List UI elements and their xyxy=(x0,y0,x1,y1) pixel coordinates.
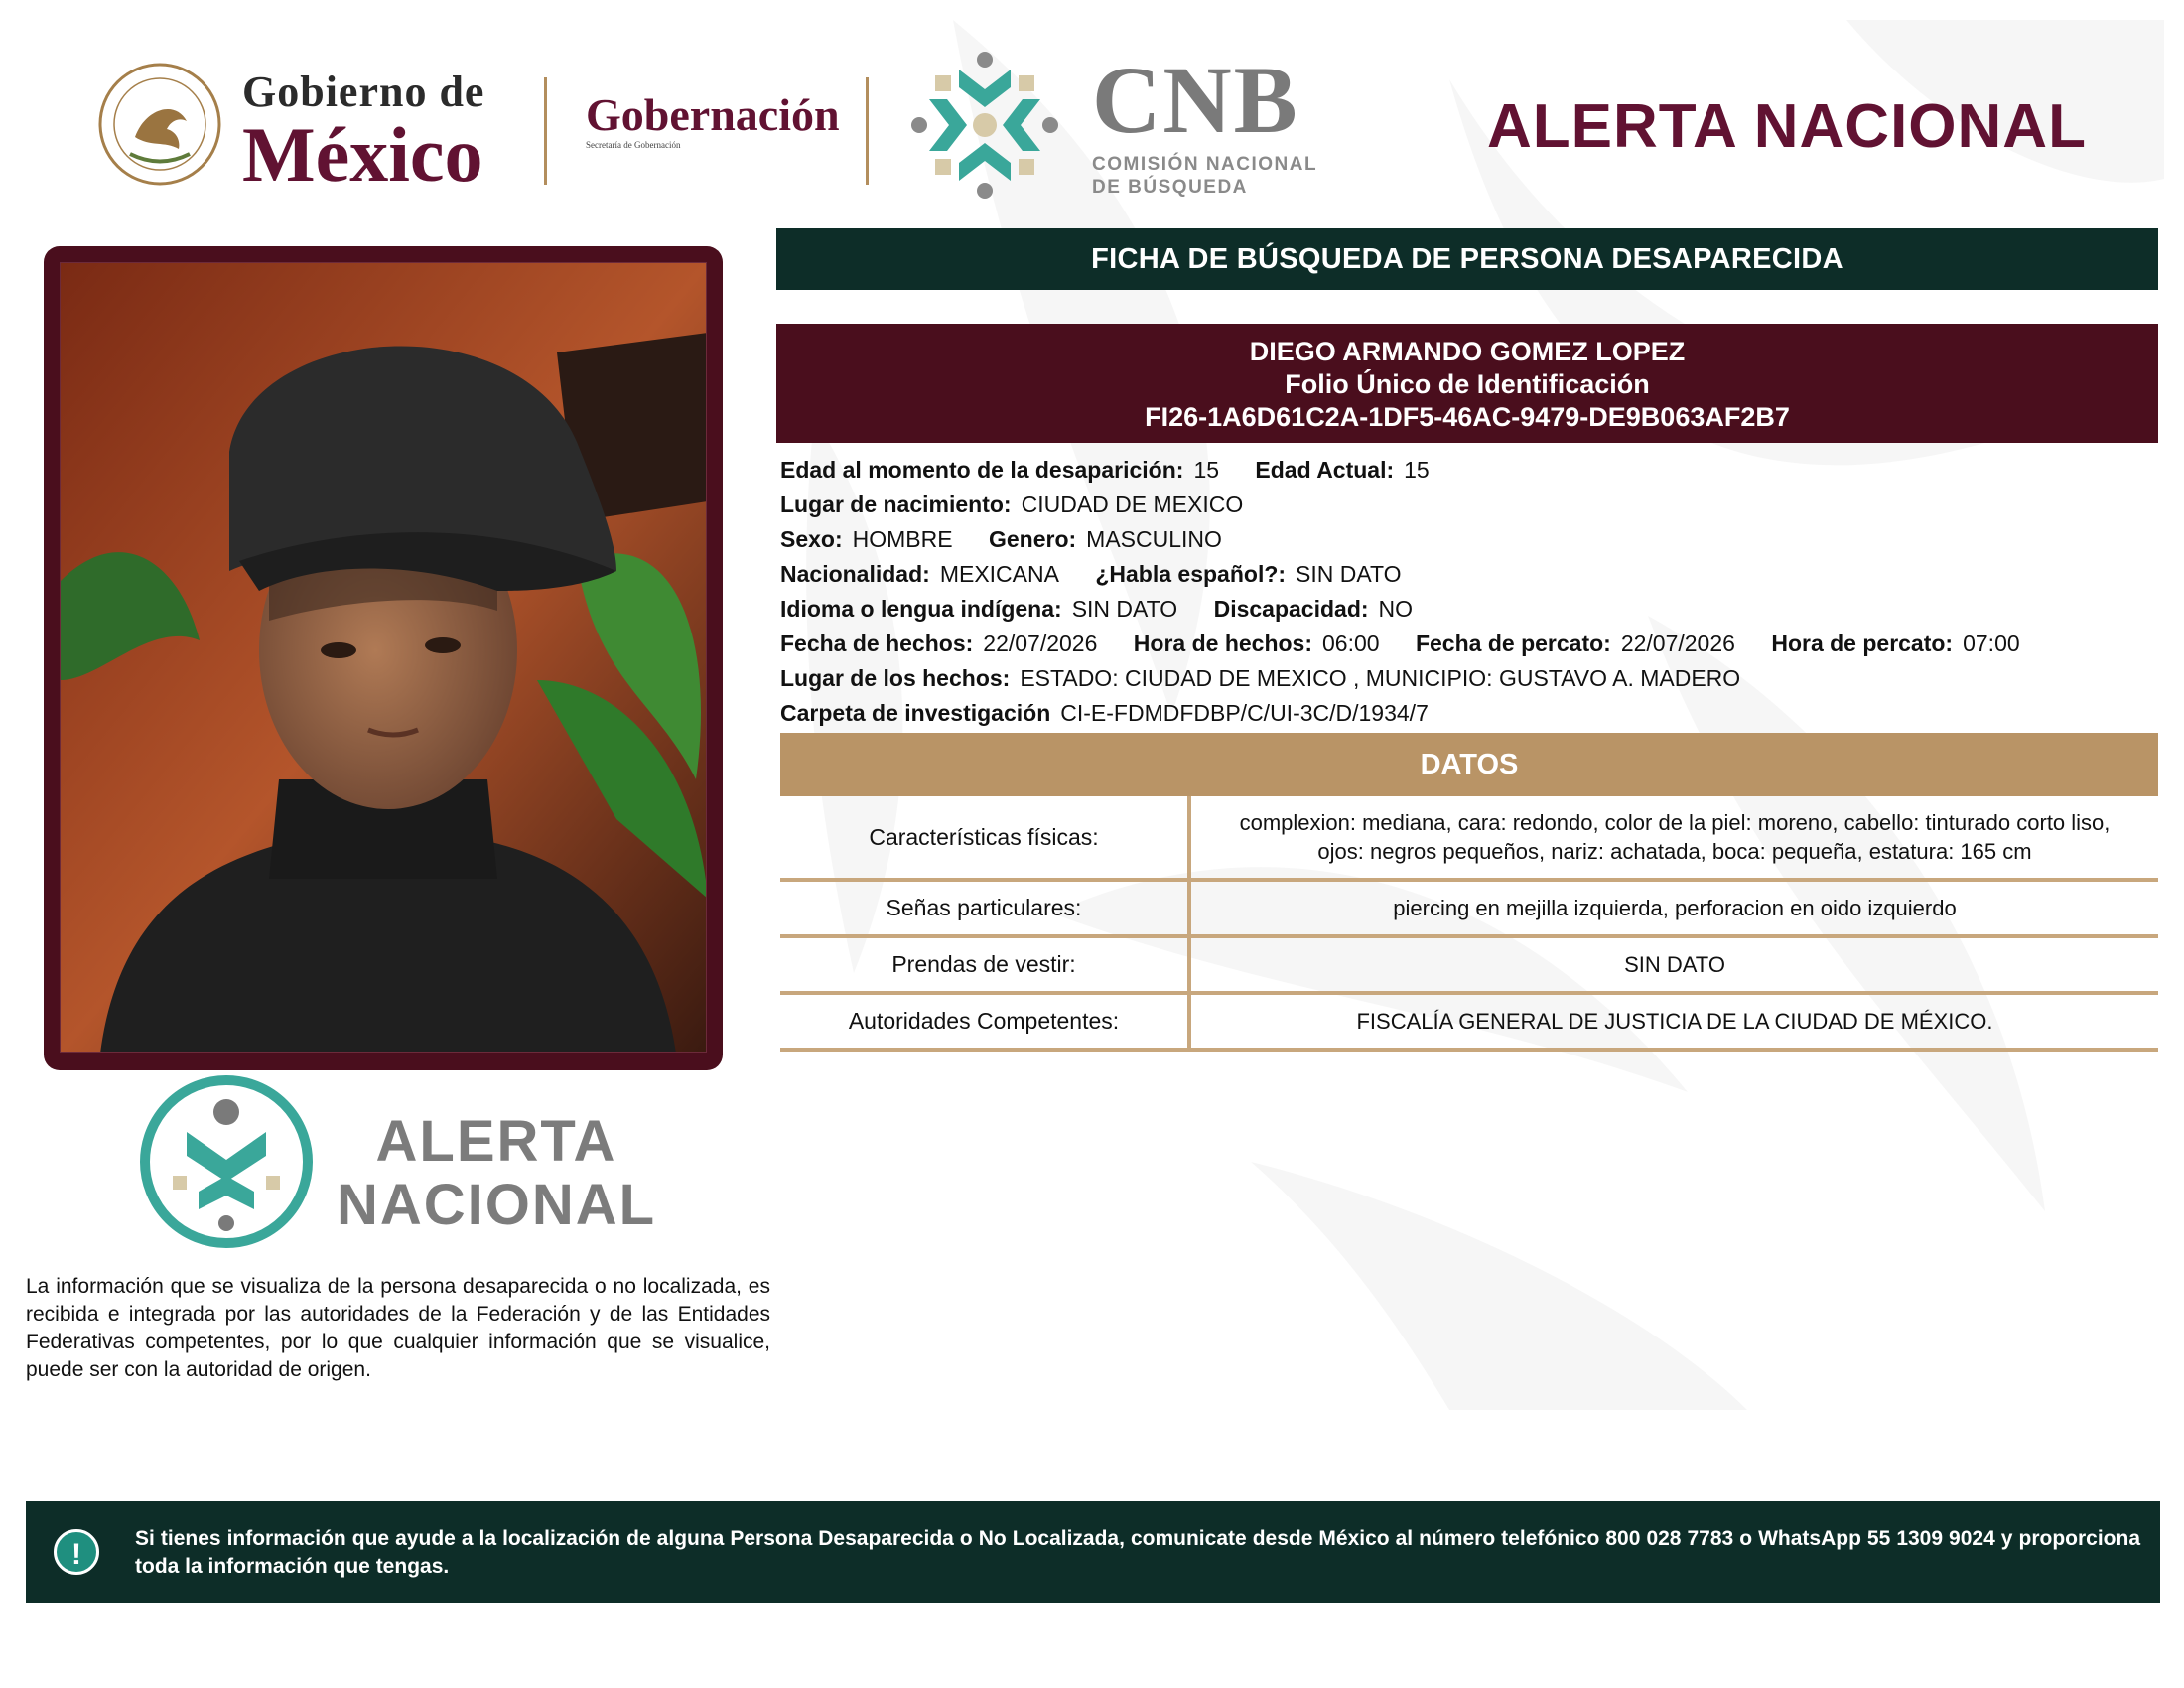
datos-value: complexion: mediana, cara: redondo, color de la piel: moreno, cabello: tinturado corto liso, ojos: negros pequeños, nariz: achatada, boca: pequeña, estatura: 165 cm xyxy=(1239,810,2111,864)
edad-desap-label: Edad al momento de la desaparición: xyxy=(780,457,1184,483)
idioma-value: SIN DATO xyxy=(1071,596,1178,622)
datos-label: Señas particulares: xyxy=(780,882,1191,934)
alerta-nacional-logo-text xyxy=(318,1110,675,1237)
discapacidad-label: Discapacidad: xyxy=(1213,596,1369,622)
datos-header: DATOS xyxy=(780,733,2158,796)
cnb-subtitle-1: COMISIÓN NACIONAL xyxy=(1092,154,1318,175)
folio-label: Folio Único de Identificación xyxy=(1285,369,1650,399)
logo-line2: NACIONAL xyxy=(336,1173,657,1237)
lugar-hechos-value: ESTADO: CIUDAD DE MEXICO , MUNICIPIO: GUSTAVO A. MADERO xyxy=(1020,665,1741,691)
habla-value: SIN DATO xyxy=(1296,561,1402,587)
missing-person-photo xyxy=(60,262,707,1053)
gobernacion-subtitle: Secretaría de Gobernación xyxy=(586,140,681,150)
sexo-value: HOMBRE xyxy=(852,526,953,552)
cnb-title: CNB xyxy=(1092,47,1299,153)
gob-line1: Gobierno de xyxy=(242,68,485,116)
fecha-hechos-value: 22/07/2026 xyxy=(983,631,1098,656)
nacionalidad-label: Nacionalidad: xyxy=(780,561,930,587)
info-row-lugar-nac xyxy=(780,490,2160,519)
nacionalidad-value: MEXICANA xyxy=(939,561,1059,587)
cnb-emblem-icon xyxy=(899,40,1070,211)
info-row-idioma xyxy=(780,594,2160,624)
logo-line1: ALERTA xyxy=(375,1109,617,1174)
carpeta-value: CI-E-FDMDFDBP/C/UI-3C/D/1934/7 xyxy=(1060,700,1429,726)
datos-value: piercing en mejilla izquierda, perforacion en oido izquierdo xyxy=(1393,896,1957,920)
lugar-hechos-label: Lugar de los hechos: xyxy=(780,665,1011,691)
discapacidad-value: NO xyxy=(1378,596,1414,622)
hora-hechos-label: Hora de hechos: xyxy=(1133,631,1313,656)
cnb-subtitle-2: DE BÚSQUEDA xyxy=(1092,177,1248,198)
gobernacion-title: Gobernación xyxy=(586,89,840,140)
datos-value: SIN DATO xyxy=(1624,952,1725,977)
edad-desap-value: 15 xyxy=(1193,457,1220,483)
edad-actual-value: 15 xyxy=(1404,457,1430,483)
datos-label: Prendas de vestir: xyxy=(780,938,1191,991)
header-divider xyxy=(544,77,547,185)
info-row-lugar-hechos xyxy=(780,663,2160,693)
alerta-nacional-heading: ALERTA NACIONAL xyxy=(1487,92,2087,161)
table-row xyxy=(780,882,2158,938)
datos-label: Características físicas: xyxy=(780,796,1191,878)
fecha-hechos-label: Fecha de hechos: xyxy=(780,631,974,656)
cnb-logo-text xyxy=(1092,47,1350,199)
person-photo-image xyxy=(61,263,707,1053)
info-row-fechas xyxy=(780,629,2160,658)
alerta-nacional-emblem-icon xyxy=(137,1072,316,1251)
idioma-label: Idioma o lengua indígena: xyxy=(780,596,1062,622)
fecha-percato-value: 22/07/2026 xyxy=(1620,631,1735,656)
lugar-nac-label: Lugar de nacimiento: xyxy=(780,492,1012,517)
datos-value: FISCALÍA GENERAL DE JUSTICIA DE LA CIUDAD DE MÉXICO. xyxy=(1356,1009,1993,1034)
hora-percato-value: 07:00 xyxy=(1963,631,2020,656)
info-row-carpeta xyxy=(780,698,2160,728)
person-name-block xyxy=(776,324,2158,443)
exclamation-icon: ! xyxy=(54,1529,99,1575)
ficha-title-bar: FICHA DE BÚSQUEDA DE PERSONA DESAPARECIDA xyxy=(776,228,2158,290)
footer-bar xyxy=(26,1501,2160,1603)
carpeta-label: Carpeta de investigación xyxy=(780,700,1051,726)
genero-label: Genero: xyxy=(988,526,1077,552)
hora-percato-label: Hora de percato: xyxy=(1771,631,1954,656)
genero-value: MASCULINO xyxy=(1086,526,1222,552)
disclaimer-text: La información que se visualiza de la persona desaparecida o no localizada, es recibida e integrada por las autoridades de la Federación y de las Entidades Federativas competentes, por lo que cualquier información que se visualice, puede ser con la autoridad de origen. xyxy=(26,1275,770,1381)
info-row-sexo xyxy=(780,524,2160,554)
hora-hechos-value: 06:00 xyxy=(1322,631,1380,656)
gob-line2: México xyxy=(242,111,483,198)
habla-label: ¿Habla español?: xyxy=(1095,561,1287,587)
datos-table xyxy=(780,796,2158,1052)
folio-value: FI26-1A6D61C2A-1DF5-46AC-9479-DE9B063AF2B7 xyxy=(1145,402,1790,432)
gobierno-de-mexico-logo xyxy=(242,68,530,198)
person-name: DIEGO ARMANDO GOMEZ LOPEZ xyxy=(1249,337,1686,366)
sexo-label: Sexo: xyxy=(780,526,843,552)
edad-actual-label: Edad Actual: xyxy=(1255,457,1395,483)
table-row xyxy=(780,796,2158,882)
mexico-seal-icon xyxy=(95,60,224,189)
footer-message: Si tienes información que ayude a la localización de alguna Persona Desaparecida o No Localizada, comunicate desde México al número telefónico 800 028 7783 o WhatsApp 55 1309 9024 y proporciona toda la información que tengas. xyxy=(135,1527,2140,1578)
datos-label: Autoridades Competentes: xyxy=(780,995,1191,1048)
info-row-nacionalidad xyxy=(780,559,2160,589)
header-divider xyxy=(866,77,869,185)
gobernacion-logo xyxy=(586,91,844,151)
table-row xyxy=(780,938,2158,995)
info-row-edad xyxy=(780,455,2160,485)
fecha-percato-label: Fecha de percato: xyxy=(1415,631,1611,656)
table-row xyxy=(780,995,2158,1052)
lugar-nac-value: CIUDAD DE MEXICO xyxy=(1021,492,1244,517)
